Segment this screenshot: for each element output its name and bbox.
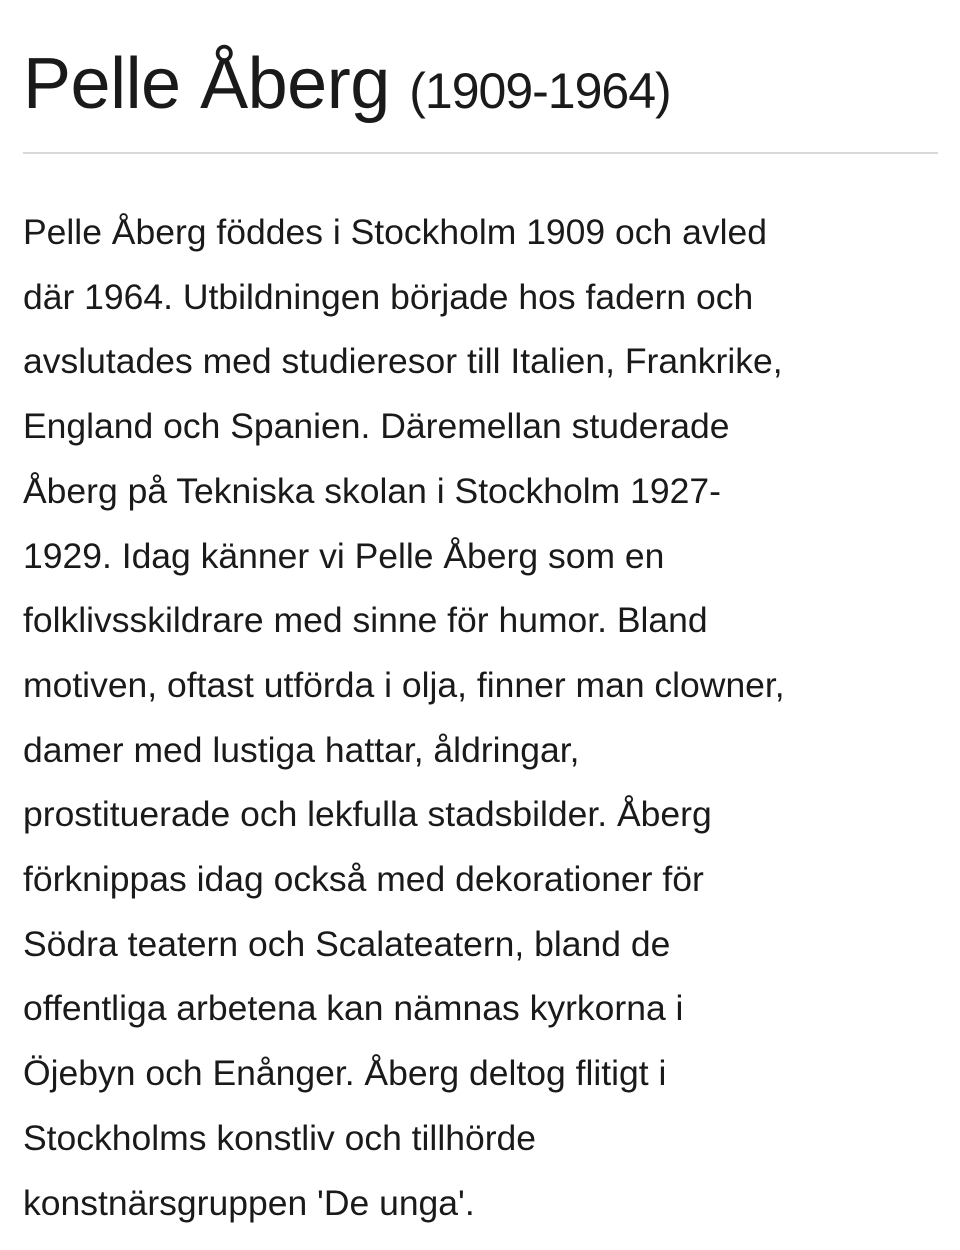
biography-line: folklivsskildrare med sinne för humor. Bland (23, 600, 708, 641)
biography-line: prostituerade och lekfulla stadsbilder. Åberg (23, 794, 712, 835)
page-title (23, 0, 938, 136)
biography-line: Pelle Åberg föddes i Stockholm 1909 och avled (23, 212, 767, 252)
artist-lifespan: (1909-1964) (409, 63, 671, 119)
artist-name: Pelle Åberg (23, 44, 390, 124)
biography-text (23, 200, 938, 1235)
biography-line: avslutades med studieresor till Italien, Frankrike, (23, 341, 783, 382)
biography-line: damer med lustiga hattar, åldringar, (23, 729, 580, 770)
biography-line: Södra teatern och Scalateatern, bland de (23, 923, 671, 964)
title-divider (23, 152, 938, 154)
artist-page (23, 0, 938, 1223)
biography-line: där 1964. Utbildningen började hos fadern och (23, 276, 754, 317)
biography-line: offentliga arbetena kan nämnas kyrkorna i (23, 988, 684, 1029)
biography-line: Öjebyn och Enånger. Åberg deltog flitigt i (23, 1053, 667, 1094)
biography-line: England och Spanien. Däremellan studerade (23, 406, 730, 447)
biography-line: förknippas idag också med dekorationer för (23, 859, 704, 900)
biography-line: motiven, oftast utförda i olja, finner man clowner, (23, 664, 785, 705)
biography-line: 1929. Idag känner vi Pelle Åberg som en (23, 535, 665, 576)
biography-line: konstnärsgruppen 'De unga'. (23, 1182, 475, 1223)
biography-line: Åberg på Tekniska skolan i Stockholm 1927- (23, 470, 721, 511)
biography-line: Stockholms konstliv och tillhörde (23, 1117, 536, 1158)
